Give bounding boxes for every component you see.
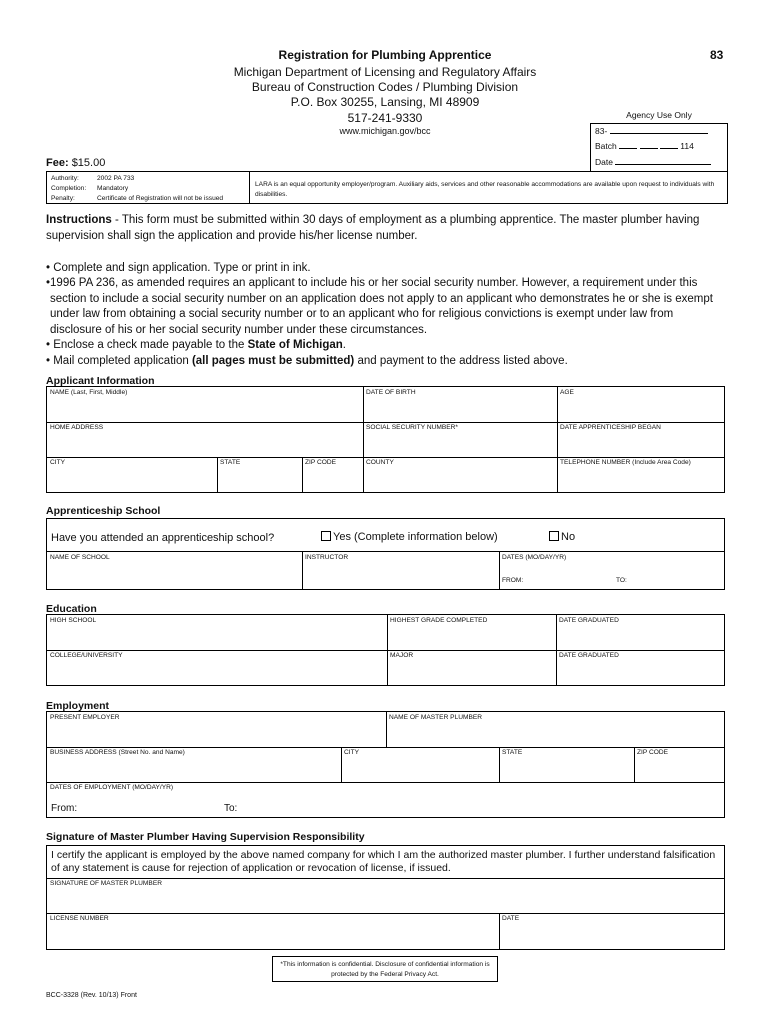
employment-heading: Employment bbox=[46, 700, 110, 712]
agency-batch: Batch 114 bbox=[595, 141, 694, 151]
major-field[interactable]: MAJOR bbox=[390, 652, 414, 659]
state-field[interactable]: STATE bbox=[220, 459, 241, 466]
penalty-row: Penalty: Certificate of Registration will not be issued bbox=[51, 195, 224, 202]
signature-date-field[interactable]: DATE bbox=[502, 915, 520, 922]
ssn-field[interactable]: SOCIAL SECURITY NUMBER* bbox=[366, 424, 458, 431]
business-address-field[interactable]: BUSINESS ADDRESS (Street No. and Name) bbox=[50, 749, 185, 756]
school-name-field[interactable]: NAME OF SCHOOL bbox=[50, 554, 110, 561]
education-heading: Education bbox=[46, 603, 97, 615]
employment-from-field[interactable]: From: bbox=[51, 803, 78, 814]
license-number-field[interactable]: LICENSE NUMBER bbox=[50, 915, 109, 922]
college-date-graduated-field[interactable]: DATE GRADUATED bbox=[559, 652, 619, 659]
present-employer-field[interactable]: PRESENT EMPLOYER bbox=[50, 714, 120, 721]
college-field[interactable]: COLLEGE/UNIVERSITY bbox=[50, 652, 123, 659]
education-table bbox=[46, 614, 725, 686]
authority-box bbox=[46, 171, 728, 204]
agency-use-title: Agency Use Only bbox=[626, 110, 692, 120]
instructions-text: Instructions - This form must be submitted within 30 days of employment as a plumbing apprentice. The master plumber having supervision shall sign the application and provide his/her license number. bbox=[46, 214, 700, 242]
instruction-bullet-2: •1996 PA 236, as amended requires an applicant to include his or her social security number. However, a requirement under this section to include a social security number on an application does not apply to an applicant who demonstrates he or she is exempt under law from obtaining a social security number or to an applicant who for religious convictions is exempt under law from disclosure of his or her social security number under these circumstances. bbox=[46, 277, 713, 336]
confidential-notice bbox=[272, 956, 498, 982]
hs-date-graduated-field[interactable]: DATE GRADUATED bbox=[559, 617, 619, 624]
fee: Fee: $15.00 bbox=[46, 157, 106, 169]
agency-line-83: 83- bbox=[595, 126, 708, 136]
zip-field[interactable]: ZIP CODE bbox=[305, 459, 337, 466]
school-no-option[interactable]: No bbox=[549, 531, 575, 543]
agency-date: Date bbox=[595, 157, 711, 167]
instruction-bullet-1: • Complete and sign application. Type or print in ink. bbox=[46, 262, 311, 274]
school-heading: Apprenticeship School bbox=[46, 505, 161, 517]
instructor-field[interactable]: INSTRUCTOR bbox=[305, 554, 349, 561]
instruction-bullet-4: • Mail completed application (all pages must be submitted) and payment to the address listed above. bbox=[46, 355, 568, 367]
school-from-field[interactable]: FROM: bbox=[502, 577, 524, 584]
form-id: BCC-3328 (Rev. 10/13) Front bbox=[46, 992, 137, 999]
phone-number: 517-241-9330 bbox=[347, 111, 423, 125]
signature-heading: Signature of Master Plumber Having Supervision Responsibility bbox=[46, 831, 365, 843]
no-checkbox[interactable] bbox=[549, 531, 559, 541]
authority-row: Authority: 2002 PA 733 bbox=[51, 175, 135, 182]
highest-grade-field[interactable]: HIGHEST GRADE COMPLETED bbox=[390, 617, 488, 624]
employment-table bbox=[46, 711, 725, 818]
telephone-field[interactable]: TELEPHONE NUMBER (Include Area Code) bbox=[560, 459, 691, 466]
dob-field[interactable]: DATE OF BIRTH bbox=[366, 389, 416, 396]
business-zip-field[interactable]: ZIP CODE bbox=[637, 749, 669, 756]
agency-use-box bbox=[590, 123, 728, 172]
website: www.michigan.gov/bcc bbox=[339, 126, 431, 136]
name-field[interactable]: NAME (Last, First, Middle) bbox=[50, 389, 128, 396]
department-name: Michigan Department of Licensing and Regulatory Affairs bbox=[233, 65, 537, 79]
home-address-field[interactable]: HOME ADDRESS bbox=[50, 424, 104, 431]
business-city-field[interactable]: CITY bbox=[344, 749, 360, 756]
employment-to-field[interactable]: To: bbox=[224, 803, 238, 814]
confidential-text: *This information is confidential. Disclosure of confidential information is protected by the Federal Privacy Act. bbox=[280, 961, 490, 978]
employment-dates-label: DATES OF EMPLOYMENT (MO/DAY/YR) bbox=[50, 784, 174, 791]
instruction-bullet-3: • Enclose a check made payable to the State of Michigan. bbox=[46, 339, 346, 351]
date-began-field[interactable]: DATE APPRENTICESHIP BEGAN bbox=[560, 424, 661, 431]
high-school-field[interactable]: HIGH SCHOOL bbox=[50, 617, 97, 624]
bureau-name: Bureau of Construction Codes / Plumbing Division bbox=[251, 80, 519, 94]
master-plumber-signature-field[interactable]: SIGNATURE OF MASTER PLUMBER bbox=[50, 880, 162, 887]
form-title: Registration for Plumbing Apprentice bbox=[278, 48, 492, 62]
business-state-field[interactable]: STATE bbox=[502, 749, 523, 756]
applicant-table bbox=[46, 386, 725, 493]
form-number-top: 83 bbox=[710, 48, 724, 62]
school-question: Have you attended an apprenticeship school? bbox=[51, 532, 275, 544]
completion-row: Completion: Mandatory bbox=[51, 185, 129, 192]
master-plumber-name-field[interactable]: NAME OF MASTER PLUMBER bbox=[389, 714, 483, 721]
school-dates-label: DATES (MO/DAY/YR) bbox=[502, 554, 567, 561]
yes-checkbox[interactable] bbox=[321, 531, 331, 541]
county-field[interactable]: COUNTY bbox=[366, 459, 394, 466]
school-to-field[interactable]: TO: bbox=[616, 577, 627, 584]
school-yes-option[interactable]: Yes (Complete information below) bbox=[321, 531, 498, 543]
mailing-address: P.O. Box 30255, Lansing, MI 48909 bbox=[290, 95, 480, 109]
certification-statement: I certify the applicant is employed by the above named company for which I am the authorized master plumber. I further understand falsification of any statement is cause for rejection of application or revocation of license, if issued. bbox=[51, 849, 716, 874]
applicant-heading: Applicant Information bbox=[46, 375, 155, 387]
lara-statement: LARA is an equal opportunity employer/program. Auxiliary aids, services and other reasonable accommodations are available upon request to individuals with disabilities. bbox=[255, 181, 715, 198]
city-field[interactable]: CITY bbox=[50, 459, 66, 466]
age-field[interactable]: AGE bbox=[560, 389, 574, 396]
